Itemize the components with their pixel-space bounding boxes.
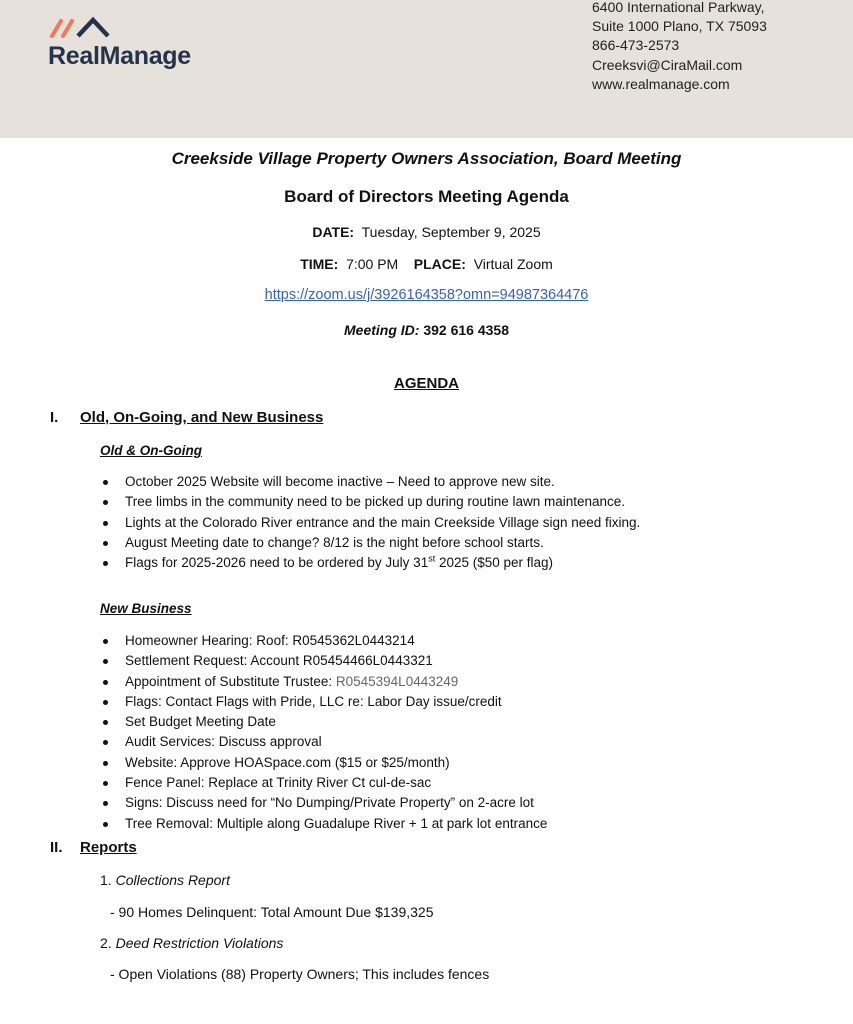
list-item: Tree Removal: Multiple along Guadalupe River + 1 at park lot entrance bbox=[100, 814, 547, 834]
meeting-id-value: 392 616 4358 bbox=[423, 322, 509, 338]
trustee-item-text: Appointment of Substitute Trustee: bbox=[125, 673, 336, 689]
date-label: DATE: bbox=[312, 224, 355, 240]
flags-item-sup: st bbox=[428, 553, 436, 564]
time-value: 7:00 PM bbox=[346, 256, 399, 272]
section-number: I. bbox=[50, 409, 59, 426]
list-item: Audit Services: Discuss approval bbox=[100, 732, 547, 752]
new-business-list bbox=[100, 631, 547, 834]
list-item: Signs: Discuss need for “No Dumping/Private Property” on 2-acre lot bbox=[100, 793, 547, 813]
section-number: II. bbox=[50, 839, 63, 856]
report-2 bbox=[100, 935, 283, 951]
flags-item-text: Flags for 2025-2026 need to be ordered by July 31 bbox=[125, 555, 429, 571]
letterhead bbox=[0, 0, 853, 138]
list-item bbox=[100, 672, 547, 692]
meeting-time-place bbox=[0, 256, 853, 272]
report-number: 1. bbox=[100, 872, 112, 888]
old-ongoing-heading: Old & On-Going bbox=[100, 443, 202, 458]
place-value: Virtual Zoom bbox=[473, 256, 553, 272]
trustee-account: R0545394L0443249 bbox=[335, 673, 459, 689]
agenda-title: Board of Directors Meeting Agenda bbox=[284, 187, 569, 206]
list-item: August Meeting date to change? 8/12 is the night before school starts. bbox=[100, 533, 640, 553]
report-1-detail: - 90 Homes Delinquent: Total Amount Due $139,325 bbox=[110, 904, 434, 920]
address-line-2: Suite 1000 Plano, TX 75093 bbox=[592, 18, 767, 35]
list-item bbox=[100, 553, 640, 573]
new-business-heading: New Business bbox=[100, 601, 192, 616]
meeting-id-label: Meeting ID: bbox=[344, 322, 420, 338]
zoom-link[interactable]: https://zoom.us/j/3926164358?omn=94987364476 bbox=[264, 287, 589, 303]
report-title: Deed Restriction Violations bbox=[115, 935, 284, 951]
list-item: Lights at the Colorado River entrance and the main Creekside Village sign need fixing. bbox=[100, 513, 640, 533]
list-item: Tree limbs in the community need to be picked up during routine lawn maintenance. bbox=[100, 492, 640, 512]
website-address: www.realmanage.com bbox=[592, 75, 730, 92]
company-logo-text: RealManage bbox=[48, 42, 191, 70]
list-item: Homeowner Hearing: Roof: R0545362L0443214 bbox=[100, 631, 547, 651]
section-title: Reports bbox=[80, 839, 137, 856]
meeting-date bbox=[0, 224, 853, 240]
flags-item-suffix: 2025 ($50 per flag) bbox=[435, 555, 554, 571]
realmanage-logo-icon bbox=[48, 16, 112, 42]
list-item: Website: Approve HOASpace.com ($15 or $25/month) bbox=[100, 753, 547, 773]
list-item: Flags: Contact Flags with Pride, LLC re: Labor Day issue/credit bbox=[100, 692, 547, 712]
meeting-id bbox=[0, 322, 853, 338]
agenda-heading: AGENDA bbox=[393, 375, 459, 392]
date-value: Tuesday, September 9, 2025 bbox=[361, 224, 541, 240]
address-line-1: 6400 International Parkway, bbox=[592, 0, 765, 15]
list-item: October 2025 Website will become inactive – Need to approve new site. bbox=[100, 472, 640, 492]
phone-number: 866-473-2573 bbox=[592, 37, 680, 54]
report-2-detail: - Open Violations (88) Property Owners; This includes fences bbox=[110, 966, 490, 982]
email-address: Creeksvi@CiraMail.com bbox=[592, 56, 743, 73]
section-title: Old, On-Going, and New Business bbox=[80, 409, 324, 426]
old-ongoing-list bbox=[100, 472, 640, 573]
report-title: Collections Report bbox=[115, 872, 230, 888]
report-1 bbox=[100, 872, 230, 888]
place-label: PLACE: bbox=[413, 256, 466, 272]
association-title: Creekside Village Property Owners Association, Board Meeting bbox=[171, 149, 682, 168]
list-item: Set Budget Meeting Date bbox=[100, 712, 547, 732]
list-item: Settlement Request: Account R05454466L0443321 bbox=[100, 651, 547, 671]
list-item: Fence Panel: Replace at Trinity River Ct cul-de-sac bbox=[100, 773, 547, 793]
report-number: 2. bbox=[100, 935, 112, 951]
contact-block bbox=[592, 0, 767, 94]
time-label: TIME: bbox=[300, 256, 339, 272]
